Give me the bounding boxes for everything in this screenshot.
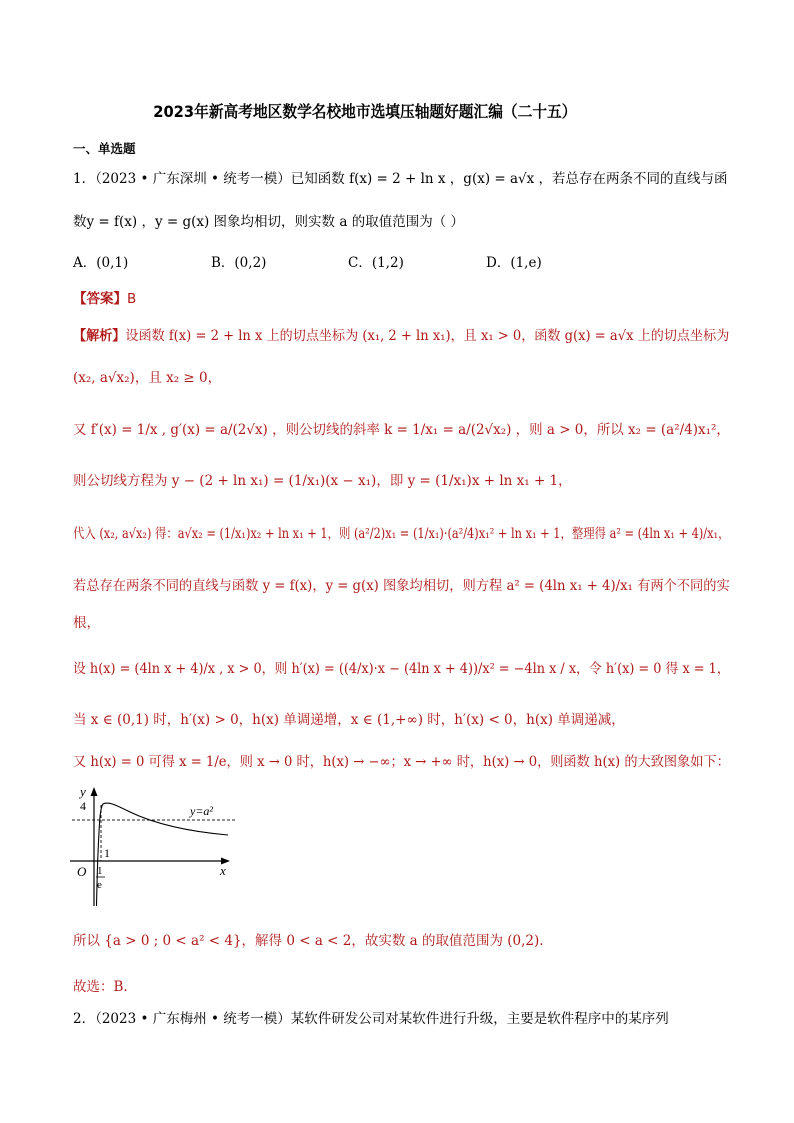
x-axis-label: x: [220, 863, 226, 878]
q1-analysis-line2: (x₂, a√x₂)，且 x₂ ≥ 0，: [73, 370, 222, 386]
q1-analysis-line6: 若总存在两条不同的直线与函数 y = f(x)，y = g(x) 图象均相切，则方程 a² = (4ln x₁ + 4)/x₁ 有两个不同的实: [73, 578, 730, 594]
q1-option-b: B．(0,2): [211, 255, 267, 271]
curve-label: y=a²: [190, 804, 214, 818]
q1-stem-line1: 1．（2023 • 广东深圳 • 统考一模）已知函数 f(x) = 2 + ln x ，g(x) = a√x ，若总存在两条不同的直线与函: [73, 171, 728, 187]
tick-label-4: 4: [80, 799, 86, 813]
q1-analysis-line3: 又 f′(x) = 1/x , g′(x) = a/(2√x) ，则公切线的斜率 k = 1/x₁ = a/(2√x₂) ，则 a > 0，所以 x₂ = (a²/4)x₁²，: [73, 422, 730, 438]
analysis-label: 【解析】: [73, 328, 126, 344]
q1-analysis-line9: 当 x ∈ (0,1) 时，h′(x) > 0，h(x) 单调递增，x ∈ (1,+∞) 时，h′(x) < 0，h(x) 单调递减，: [73, 712, 625, 728]
answer-label: 【答案】: [73, 291, 127, 307]
q1-stem-line2: 数y = f(x) ，y = g(x) 图象均相切，则实数 a 的取值范围为（ ）: [73, 214, 464, 230]
q1-analysis-line7: 根，: [73, 615, 100, 631]
q1-option-a: A．(0,1): [73, 255, 129, 271]
q1-option-d: D．(1,e): [486, 255, 542, 271]
section-heading: 一、单选题: [73, 141, 136, 156]
answer-value: B: [127, 291, 137, 307]
q1-analysis-line11: 所以 {a > 0 ; 0 < a² < 4}，解得 0 < a < 2，故实数 a 的取值范围为 (0,2).: [73, 933, 544, 949]
page-title: 2023年新高考地区数学名校地市选填压轴题好题汇编（二十五）: [153, 102, 577, 121]
q2-stem-line1: 2．（2023 • 广东梅州 • 统考一模）某软件研发公司对某软件进行升级，主要是软件程序中的某序列: [73, 1011, 669, 1027]
h-curve: [97, 803, 229, 906]
q1-answer: [73, 290, 136, 308]
y-axis-label: y: [80, 784, 86, 799]
q1-option-c: C．(1,2): [348, 255, 404, 271]
q1-analysis-line10: 又 h(x) = 0 可得 x = 1/e，则 x → 0 时，h(x) → −∞；x → +∞ 时，h(x) → 0，则函数 h(x) 的大致图象如下：: [73, 754, 730, 770]
tick-label-1e-den: e: [97, 879, 102, 891]
function-graph: [68, 782, 240, 910]
q1-conclusion: 故选：B.: [73, 979, 128, 995]
origin-label: O: [77, 864, 87, 879]
y-axis-arrow: [91, 787, 98, 796]
tick-label-1: 1: [104, 846, 110, 860]
q1-analysis-line8: 设 h(x) = (4ln x + 4)/x , x > 0，则 h′(x) = ((4/x)·x − (4ln x + 4))/x² = −4ln x / x，令 h′(x) = 0 得 x = 1，: [73, 661, 730, 677]
q1-analysis-line5: 代入 (x₂, a√x₂) 得：a√x₂ = (1/x₁)x₂ + ln x₁ + 1，则 (a²/2)x₁ = (1/x₁)·(a²/4)x₁² + ln x₁ + 1，整理得 a² = (4ln x₁ + 4)/x₁，: [73, 526, 730, 542]
analysis-text: 设函数 f(x) = 2 + ln x 上的切点坐标为 (x₁, 2 + ln x₁)，且 x₁ > 0，函数 g(x) = a√x 上的切点坐标为: [125, 328, 730, 344]
q1-analysis-line1: [73, 327, 729, 345]
q1-analysis-line4: 则公切线方程为 y − (2 + ln x₁) = (1/x₁)(x − x₁)，即 y = (1/x₁)x + ln x₁ + 1，: [73, 473, 572, 489]
tick-label-1e-num: 1: [97, 865, 103, 877]
